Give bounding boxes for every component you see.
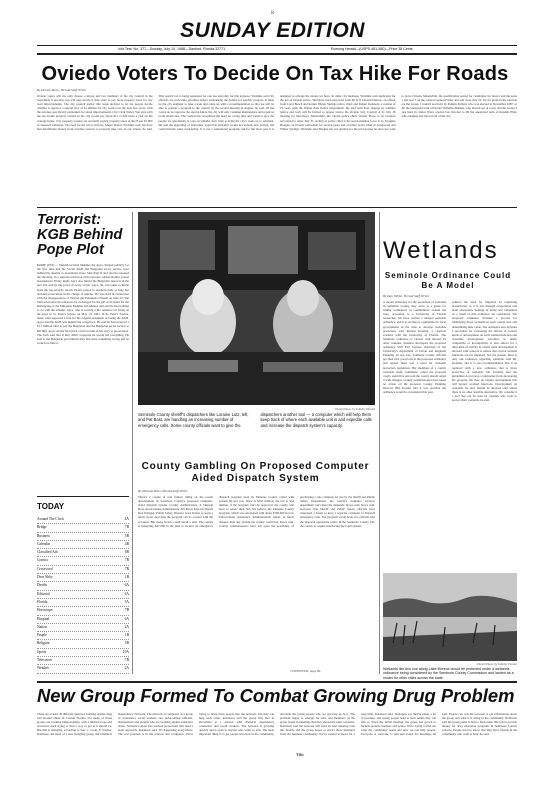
today-index-row: [37, 557, 129, 565]
gambling-headline: County Gambling On Proposed Computer Aided Dispatch System: [141, 461, 370, 484]
lead-headline: Oviedo Voters To Decide On Tax Hike For Roads: [41, 63, 509, 85]
today-index-row: [37, 607, 129, 615]
today-index-row: [37, 649, 129, 657]
today-index-row: [37, 566, 129, 574]
gambling-continued: CONTINUED: page 8A: [290, 669, 321, 673]
today-index-page: 5B: [124, 641, 129, 646]
today-title: TODAY: [37, 502, 65, 511]
column-divider: [132, 212, 133, 674]
today-index-page: 4A: [124, 591, 129, 596]
today-index-label: Around The Clock: [37, 517, 64, 521]
wetlands-body-right: achieve the need for litigation by regulating groundwater as it is lost through evaporation and plant absorption. Settings in farms and consumers as a result of this ordinance are considered. The proposed ordinance includes a process for identifying those wetlands in each county area and determining their value. The ordinance also includes a procedure for evaluating the effects of various kinds of development on each wetland function and classifies development activities as either compatible or incompatible. It also allows for a third kind of activity in which some development is allowed with controls to ensure that critical wetland functions are not impaired. Not the present, there is only one ordinance regarding wetlands, said Mr. Kondrat, and it is our recommendation that it be replaced with a new ordinance that is more protective of wetlands. Mr. Kondrat said the guidelines do not stop a landowner from developing his property, but they do require development that will protect wetland functions. Development on wetlands, he said, should be allowed only where there is no other feasible alternative. We consider it a tool that can be used by counties who want to protect their wetlands, he said.: [452, 300, 517, 403]
today-index-label: Hospital: [37, 616, 50, 621]
today-index-label: Deaths: [37, 583, 47, 588]
today-index-page: 7B: [124, 658, 129, 663]
today-index: [37, 496, 129, 677]
wetlands-photo: [383, 573, 517, 661]
today-index-page: 8B: [124, 550, 129, 555]
today-index-page: 6A: [124, 616, 129, 621]
today-index-row: [37, 541, 129, 549]
today-index-row: [37, 665, 129, 673]
wetlands-body-left: A model ordinance for the protection of wetlands in Seminole County may serve as a guide for similar ordinances in communities around the state, according to a University of Florida researcher. We have written a merged wetlands ordinance, and it is serving as a guideline for local governments in the state to develop wetlands protection, said Ronald Kondrat, a research scientist with the University of Florida. The Seminole ordinance is viewed with interest by other counties. Kondrat developed the proposed ordinance with Earl Starnes, chairman of the University's department of Urban and Regional Planning. In one way, Seminole County officials got their first good look at the proposed ordinance and agreed there was a need for wetlands protection legislation. But members of a county wetlands study committee called the proposal overly restrictive and said the county should adopt it with changes. County commissioners have taken no action on the proposal. County Planning Director Bill Kozaki said it was possible the ordinance would be considered this year.: [383, 300, 446, 395]
today-index-label: Dear Abby: [37, 575, 53, 580]
section-rule: [37, 207, 517, 208]
today-index-page: 2A: [124, 624, 129, 629]
terrorist-headline: Terrorist: KGB Behind Pope Plot: [37, 212, 123, 258]
today-index-list: [37, 516, 129, 674]
today-index-page: 4B: [124, 541, 129, 546]
bottom-rule: [37, 681, 517, 683]
today-index-label: Sports: [37, 649, 47, 654]
today-index-page: 7B: [124, 558, 129, 563]
today-index-page: 3A: [124, 599, 129, 604]
today-index-label: Television: [37, 658, 52, 663]
masthead-rule-bottom: [37, 53, 517, 55]
today-index-label: Editorial: [37, 591, 50, 596]
today-index-page: 7B: [124, 566, 129, 571]
today-index-label: Bridge: [37, 525, 47, 530]
wetlands-photo-caption: Wetlands like this one along Lake Monroe would be protected under a wetlands ordinance being considered by the Seminole County Commission and lauded as a model for other cities across the state.: [383, 667, 514, 680]
today-index-page: 1B: [124, 575, 129, 580]
today-index-label: Florida: [37, 599, 48, 604]
today-index-row: [37, 632, 129, 640]
today-index-row: [37, 624, 129, 632]
masthead-rule-top: [37, 45, 517, 46]
dispatch-photo: [138, 212, 375, 405]
wetlands-subtitle: Seminole Ordinance Could Be A Model: [384, 271, 512, 290]
drug-body: There are at least 30 different agencies working against drug and alcohol abuse in Central Florida, but many of those groups are working independently, with a limited scope and resources, each trying to find a way to get at it should be. But that is changing, according to Sen. C. Cook, E. Stryker. Robinson, the head of a new fledgling group, the Chemical Dependency Network. The network is composed of a group of counselors, social workers, law enforcement officials, businessmen and parents who are working against substance abuse. Substance abuse has reached proportions that need a team approach, Robinson said. It's happening everywhere. The real problem is in the schools and workplace. We're trying to bring more people into the network, and they can help each other. Robinson said the group first met in December at a session with chemical dependency counselors and youth workers. The network is growing quickly and is open to anyone who wants to join. The most important thing is to get people involved in the community, and help the young people who are growing up in it. The problem began to emerge, he said, and members of the group found in meetings that they shared the same concerns. Robinson said the network will hold its next meeting later this month, and the group hopes to attract more members from the business community. We've wanted to move for a long time, Robinson said. Teenagers say they're under a lot of pressure, and young people need to have adults they can talk to. Since the initial meeting, the group has grown to include parents, teachers and police. We're trying to find out what the community needs and how we can help people. Everyone is welcome to join and attend the meetings, he said. People can call the network to get information about the group and what it is doing in the community. Robinson said the group plans to hold a fund-raiser this fall to provide money for drug education programs in Seminole County schools. People need to know that they have friends in the community who want to help, he said.: [37, 712, 517, 737]
today-index-row: [37, 616, 129, 624]
today-index-label: Classified Ads: [37, 550, 58, 555]
gambling-body: There's a couple of real futures riding on the recent development of Seminole County's proposed computer-aided dispatch system. County Administrator T. Duncan Rose and Assistant Administrator Jim Rowe have hit Sheriff Don Eslinger, Public Safety Director Gary Kaiser to work a much closer deal than the program can be created with the accounts. But many factors could derail a deal. The county is budgeting $67,000 in the plan to receive an emergency dispatch program used by Manatee County called with system 39 and cost. Once at $395 million, the bid to $54 million, if the program can't be approved, the county will have to renew their bid. We believe the Manatee County program, which was developed with about $700,000 in Law Enforcement Assistance Administration funds, is much cheaper than any system the county could buy, Rowe said. County commissioners have left open the possibility of purchasing a sole computer for use by the sheriff and Public Safety Department, the county's computer services department can't meet the demands. Rowe said. Rowe said, however, that Sheriff and Public Safety officials have expressed a desire to keep a separate computer to dispatch emergency calls. The program would hook two officials into the dispatch operations center in the Seminole County Jail, the county to require interfacing the CAD system.: [138, 495, 375, 528]
today-index-label: Crossword: [37, 566, 53, 571]
today-index-row: [37, 582, 129, 590]
today-index-row: [37, 524, 129, 532]
wetlands-title: Wetlands: [383, 237, 499, 264]
today-index-label: Weather: [37, 666, 49, 671]
lead-body: Oviedo voters will not only choose a mayor and two members of the city council in the September 6 election, but will also decide if they want to pay more property taxes for city road improvements. The city council earlier this week decided to let the people decide whether to approve a special levy of $1 million for city roads over the next five years, with the revenue specifically earmarked for street improvements. City Clerk Nancy Yon says with the tax breaks property owners in the city would pay about $15 to $20 more a year on the average home. City property owners are currently paying property taxes of $4.25 per $1,000 of assessed valuation. The need for the tax is obvious, Mayor Robert Wickline said. We have had insufficient money from revenue sources to properly take care of our streets, he said. This special tax is being requested for one use and only for this purpose. Wickline said city officials are reviewing priorities before earmarking the dollars for specific projects. It must be the city engineer to take a look and come up with a recommendation so that we will be able to present a program to the council by the second meeting in August, he said. Of the voters do not approve the special funds, the city will only continue maintenance and repair as roads deteriorate. The council has recognized the need for a long time and wants to give the people an opportunity to vote on whether they want to bring the city's roads up to standard. He said the upgrading of sidewalks, approved, probably would not include new paving, but could include some resurfacing. It is not a sensational program, but for the most part it is designed to salvage the streets we have. In other city business, Wickline said applicants for the job of Oviedo police chief have been narrowed from 90 to 8. Donald Dubose, an officer from Coral Beach and former Winter Springs police chief, and Robert Kennedy, a veteran of 19 years with the Winter Park Police Department. He said both have degrees in criminal justice and both will be invited to appear before the Oviedo City Council at its July 18 meeting for interviews. Meanwhile, the current police chief, Wesley Place, is on vacation and slated to retire July 31. Acting as police chief is the seven-member force is Lt. Douglas Hoague, an Oviedo policeman for several years and a former police chief in Longwood and Winter Springs. Wickline said Hoague has not applied for the job because he does not want to leave Oviedo. Meanwhile, the qualification period for candidates for mayor and the seats 1 and seat 3 on the council opened Friday and will close July 22. Up for grabs in the election are the Group 1 council seat held by Pamela Pollard, who was elected in November 1987, to fill the unexpired term of Donna Williams-Holmes, who moved out of town, and the Group 3 seat held by Janice Ward, elected last October to fill the unexpired term of Randall Hyle, who resigned and moved out of the city.: [37, 94, 517, 131]
today-index-row: [37, 574, 129, 582]
today-index-label: People: [37, 633, 47, 638]
gambling-byline: By Michael Behn, Herald Staff Writer: [138, 489, 188, 493]
footer-tag: TGI:: [296, 752, 304, 757]
dispatch-photo-caption: Seminole County sheriff's dispatchers like Loraine Lutz, left, and Pat Bast, are handling an increasing number of emergency calls. Some county officials want to give the dispatchers another tool — a computer which will help them keep track of where each available unit is and expedite calls and increase the dispatch system's capacity.: [138, 412, 372, 428]
masthead: SUNDAY EDITION: [180, 19, 365, 42]
today-index-page: 4A: [124, 517, 129, 521]
today-index-row: [37, 591, 129, 599]
today-index-page: 10A: [122, 649, 129, 654]
today-index-label: Comics: [37, 558, 48, 563]
today-index-page: 7B: [124, 608, 129, 613]
folio-left: Volt Test: No. 377—Sunday, July 10, 1988—Sanford, Florida 32771: [118, 47, 226, 51]
drug-headline: New Group Formed To Combat Growing Drug Problem: [37, 685, 515, 706]
dispatch-photo-credit: Herald Photo by Tommy Vincent: [335, 407, 375, 411]
today-index-label: Calendar: [37, 541, 50, 546]
folio-right: Evening Herald—(USPS 481-580)—Price 35 Cents: [331, 47, 413, 51]
today-index-label: Religion: [37, 641, 50, 646]
today-index-page: 6A: [124, 583, 129, 588]
column-divider-right: [379, 212, 380, 674]
today-index-label: Nation: [37, 624, 47, 629]
today-index-row: [37, 516, 129, 524]
today-index-row: [37, 640, 129, 648]
page-number: 8: [271, 11, 274, 16]
today-index-row: [37, 549, 129, 557]
today-index-page: 7B: [124, 525, 129, 530]
terrorist-body: ROME (UPI) — Turkish terrorist Mehmet Ali Agca charged publicly for the first time that the Soviet KGB and Bulgarian secret service were behind his attempt to assassinate Pope John Paul II and said he repeated the shooting. In a surprise retraction with reporters outside Rome's prison headquarters Friday night, Agca also hinted the Bulgarian suspects in the plot and said he has proof of every action. Agca, 30, was taken to Rome from the top-security Ascoli Piceno prison in northern Italy as Italy has decided prosecution in the charge of murder. He was held in connection with the disappearance of Vatican girl Emanuela Orlandi on June 22. The Turk told police he refused to be exchanged for the girl or in return for the kidnapping of the Ethiopian Mehmet Ali Ahmed, and said he had nothing to do with the attempt. Agca, who is serving a life sentence for firing on the pope in St. Peter's Square on May 13, 1981, in St. Peter's Square, made what appeared a trial for his original statement accusing the KGB. Agca said the KGB was behind the conspiracy. He said he had received a $1.7 million offer to pay the Bulgarian and the Bulgarian secret service to kill him. Agca said he had given a full account of his story to prosecutors. The Turk said that if they didn't cooperate he would tell everything. He said to the Bulgarian government they had done something wrong and he would not hide it.: [37, 263, 129, 345]
wetlands-byline: By Dan Wilder, Herald Staff Writer: [383, 294, 430, 298]
wetlands-photo-credit: Herald Photo by Tommy Vincent: [477, 662, 517, 666]
today-index-label: Horoscope: [37, 608, 53, 613]
today-index-page: 5B: [124, 533, 129, 538]
today-index-label: Business: [37, 533, 50, 538]
today-index-row: [37, 533, 129, 541]
today-index-row: [37, 657, 129, 665]
today-index-page: 1B: [124, 633, 129, 638]
today-index-row: [37, 599, 129, 607]
lead-byline: By Dennis Burns, Herald Staff Writer: [37, 88, 87, 92]
today-index-page: 2A: [124, 666, 129, 671]
